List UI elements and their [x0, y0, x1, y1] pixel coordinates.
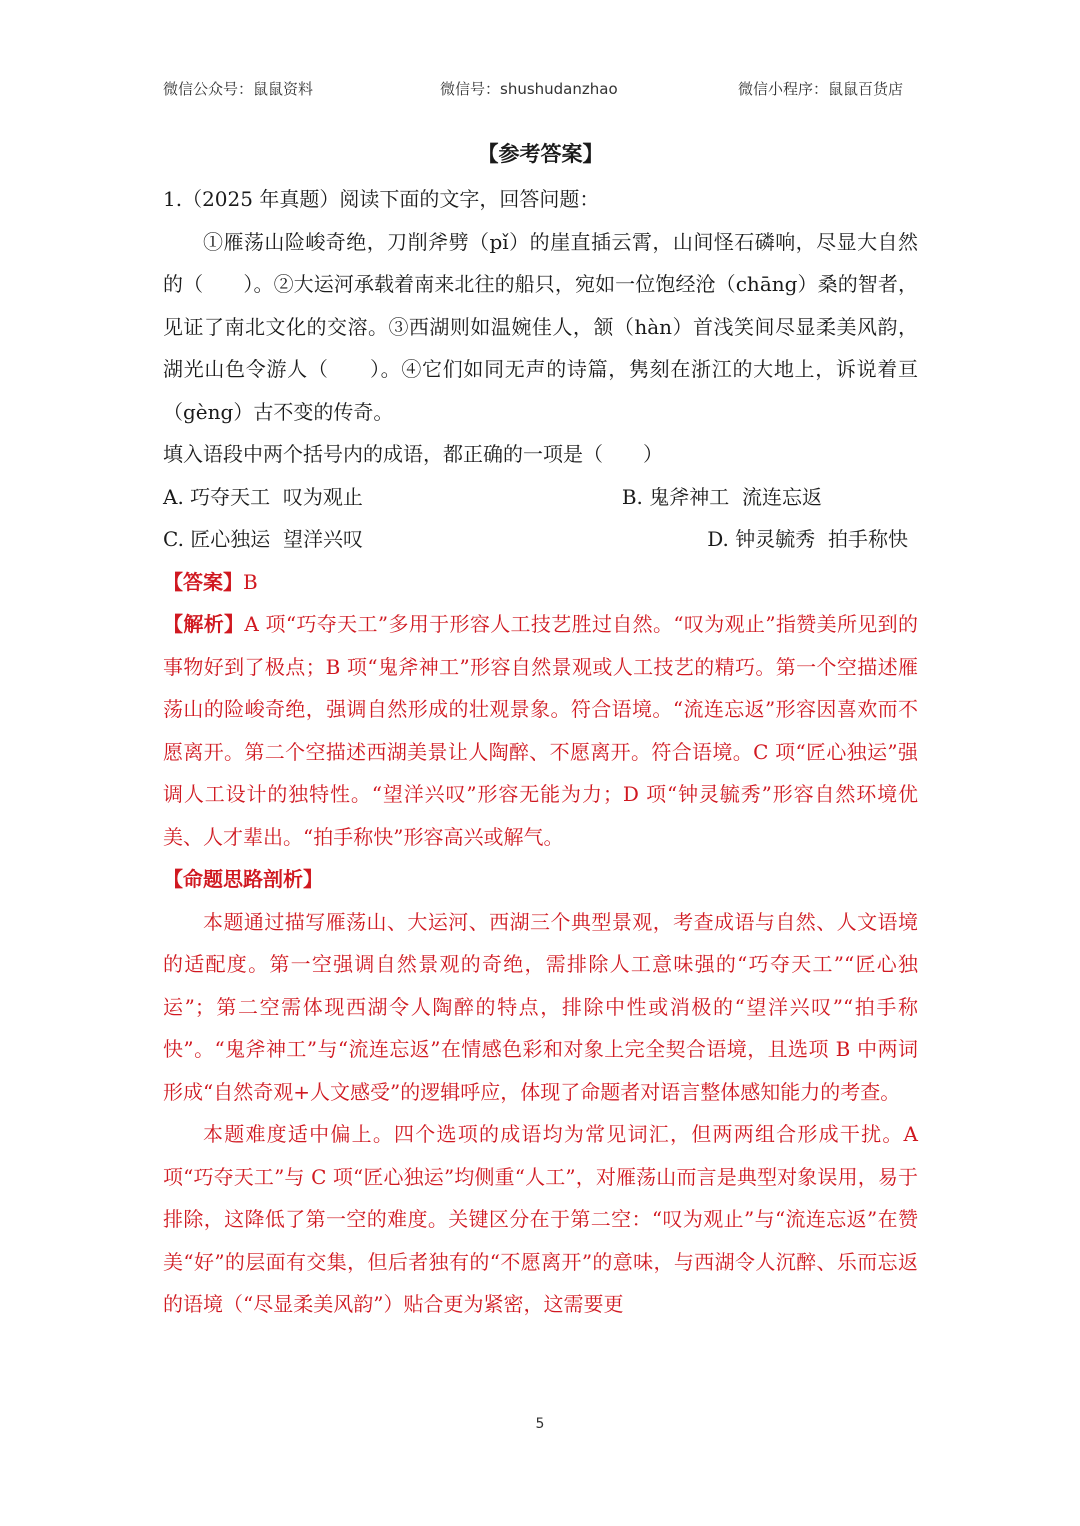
document-body	[163, 136, 918, 1326]
idea-tag: 【命题思路剖析】	[163, 867, 323, 891]
idea-paragraph-2: 本题难度适中偏上。四个选项的成语均为常见词汇，但两两组合形成干扰。A 项“巧夺天工”与 C 项“匠心独运”均侧重“人工”，对雁荡山而言是典型对象误用，易于排除，这降低了第一空的难度。关键区分在于第二空：“叹为观止”与“流连忘返”在赞美“好”的层面有交集，但后者独有的“不愿离开”的意味，与西湖令人沉醉、乐而忘返的语境（“尽显柔美风韵”）贴合更为紧密，这需要更	[163, 1122, 918, 1316]
option-a: A. 巧夺天工 叹为观止	[163, 484, 363, 509]
option-d: D. 钟灵毓秀 拍手称快	[707, 527, 908, 551]
option-c: C. 匠心独运 望洋兴叹	[163, 527, 364, 551]
section-title: 【参考答案】	[477, 141, 604, 166]
option-b: B. 鬼斧神工 流连忘返	[621, 484, 822, 509]
analysis-paragraph	[163, 603, 918, 858]
options-row-2	[163, 518, 918, 561]
analysis-tag: 【解析】	[163, 612, 245, 636]
options-row-1	[163, 476, 918, 519]
header-mini-program: 微信小程序：鼠鼠百货店	[738, 80, 904, 98]
question-stem: 1.（2025 年真题）阅读下面的文字，回答问题：	[163, 187, 600, 211]
page-header	[0, 78, 1080, 102]
header-wechat-id: 微信号：shushudanzhao	[440, 80, 618, 98]
idea-paragraph-1: 本题通过描写雁荡山、大运河、西湖三个典型景观，考查成语与自然、人文语境的适配度。第一空强调自然景观的奇绝，需排除人工意味强的“巧夺天工”“匠心独运”；第二空需体现西湖令人陶醉的特点，排除中性或消极的“望洋兴叹”“拍手称快”。“鬼斧神工”与“流连忘返”在情感色彩和对象上完全契合语境，且选项 B 中两词形成“自然奇观+人文感受”的逻辑呼应，体现了命题者对语言整体感知能力的考查。	[163, 909, 918, 1104]
analysis-text: A 项“巧夺天工”多用于形容人工技艺胜过自然。“叹为观止”指赞美所见到的事物好到了极点；B 项“鬼斧神工”形容自然景观或人工技艺的精巧。第一个空描述雁荡山的险峻奇绝，强调自然形成的壮观景象。符合语境。“流连忘返”形容因喜欢而不愿离开。第二个空描述西湖美景让人陶醉、不愿离开。符合语境。C 项“匠心独运”强调人工设计的独特性。“望洋兴叹”形容无能为力；D 项“钟灵毓秀”形容自然环境优美、人才辈出。“拍手称快”形容高兴或解气。	[163, 612, 919, 849]
question-prompt: 填入语段中两个括号内的成语，都正确的一项是（ ）	[163, 442, 663, 466]
answer-tag: 【答案】	[163, 569, 243, 594]
header-wechat-account: 微信公众号：鼠鼠资料	[163, 80, 314, 98]
page-number: 5	[535, 1416, 545, 1432]
answer-line	[163, 561, 918, 604]
question-passage: ①雁荡山险峻奇绝，刀削斧劈（pǐ）的崖直插云霄，山间怪石磷响，尽显大自然的（ ）。②大运河承载着南来北往的船只，宛如一位饱经沧（chāng）桑的智者，见证了南北文化的交溶。③西湖则如温婉佳人，颔（hàn）首浅笑间尽显柔美风韵，湖光山色令游人（ ）。④它们如同无声的诗篇，隽刻在浙江的大地上，诉说着亘（gèng）古不变的传奇。	[163, 229, 918, 424]
answer-value: B	[243, 569, 258, 594]
idea-heading	[163, 858, 918, 901]
